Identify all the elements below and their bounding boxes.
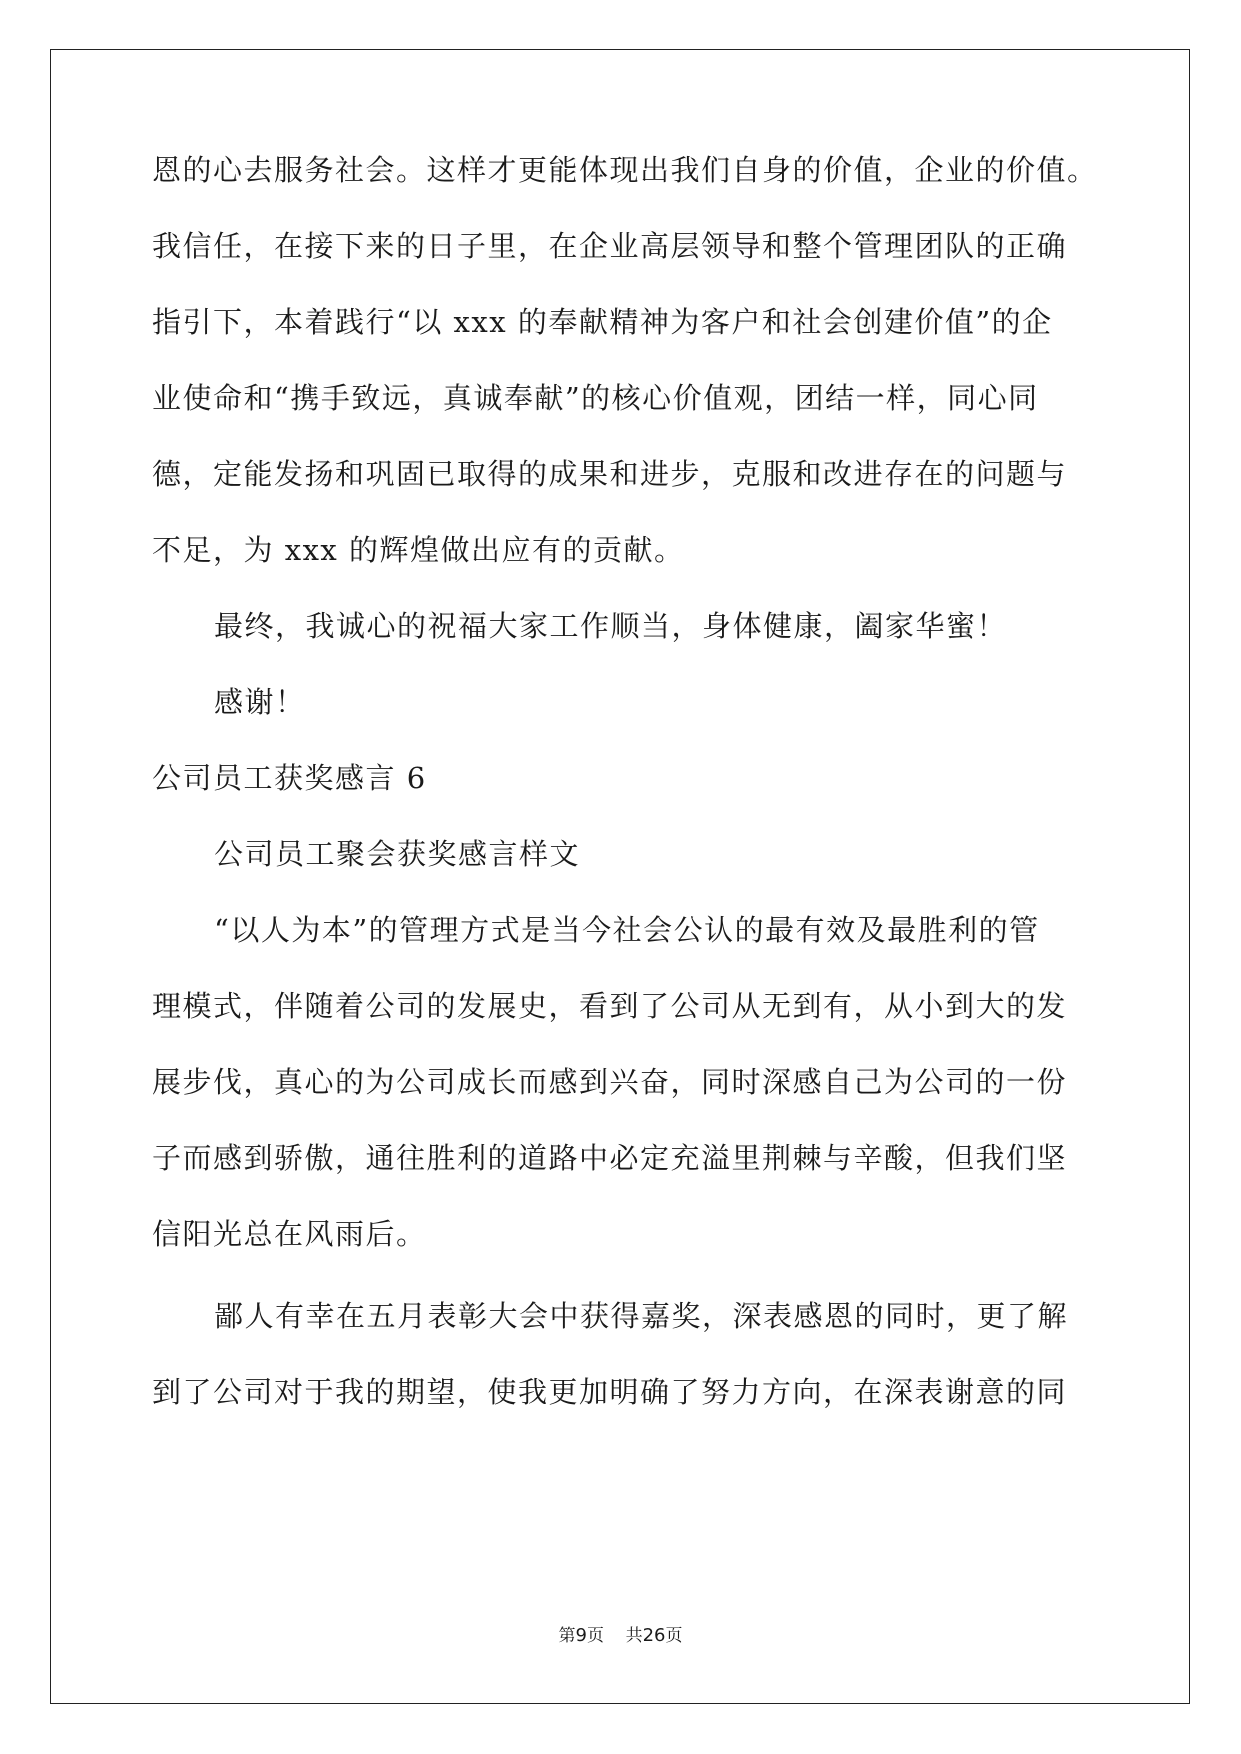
page-number: 9 [575, 1625, 587, 1646]
text-line: “以人为本”的管理方式是当今社会公认的最有效及最胜利的管 [214, 913, 1040, 947]
page-footer [0, 1624, 1241, 1648]
total-prefix: 共 [625, 1626, 643, 1646]
text-line: 恩的心去服务社会。这样才更能体现出我们自身的价值，企业的价值。 [152, 153, 1098, 187]
page-border [50, 49, 1190, 1704]
text-line: 到了公司对于我的期望，使我更加明确了努力方向，在深表谢意的同 [152, 1375, 1068, 1409]
subheading: 公司员工聚会获奖感言样文 [214, 837, 581, 871]
text-line: 指引下，本着践行“以 xxx 的奉献精神为客户和社会创建价值”的企 [152, 305, 1053, 339]
text-line: 最终，我诚心的祝福大家工作顺当，身体健康，阖家华蜜！ [214, 609, 1008, 643]
text-line: 理模式，伴随着公司的发展史，看到了公司从无到有，从小到大的发 [152, 989, 1068, 1023]
text-line: 业使命和“携手致远，真诚奉献”的核心价值观，团结一样，同心同 [152, 381, 1039, 415]
total-pages: 26 [642, 1625, 666, 1646]
text-line: 展步伐，真心的为公司成长而感到兴奋，同时深感自己为公司的一份 [152, 1065, 1068, 1099]
page-suffix: 页 [586, 1626, 604, 1646]
text-line: 鄙人有幸在五月表彰大会中获得嘉奖，深表感恩的同时，更了解 [214, 1299, 1069, 1333]
text-line: 信阳光总在风雨后。 [152, 1217, 427, 1251]
page-prefix: 第 [558, 1626, 576, 1646]
total-suffix: 页 [665, 1626, 683, 1646]
text-line: 德，定能发扬和巩固已取得的成果和进步，克服和改进存在的问题与 [152, 457, 1068, 491]
text-line: 我信任，在接下来的日子里，在企业高层领导和整个管理团队的正确 [152, 229, 1068, 263]
text-line: 子而感到骄傲，通往胜利的道路中必定充溢里荆棘与辛酸，但我们坚 [152, 1141, 1068, 1175]
section-heading: 公司员工获奖感言 6 [152, 761, 427, 795]
text-line: 感谢！ [214, 685, 306, 719]
text-line: 不足，为 xxx 的辉煌做出应有的贡献。 [152, 533, 685, 567]
